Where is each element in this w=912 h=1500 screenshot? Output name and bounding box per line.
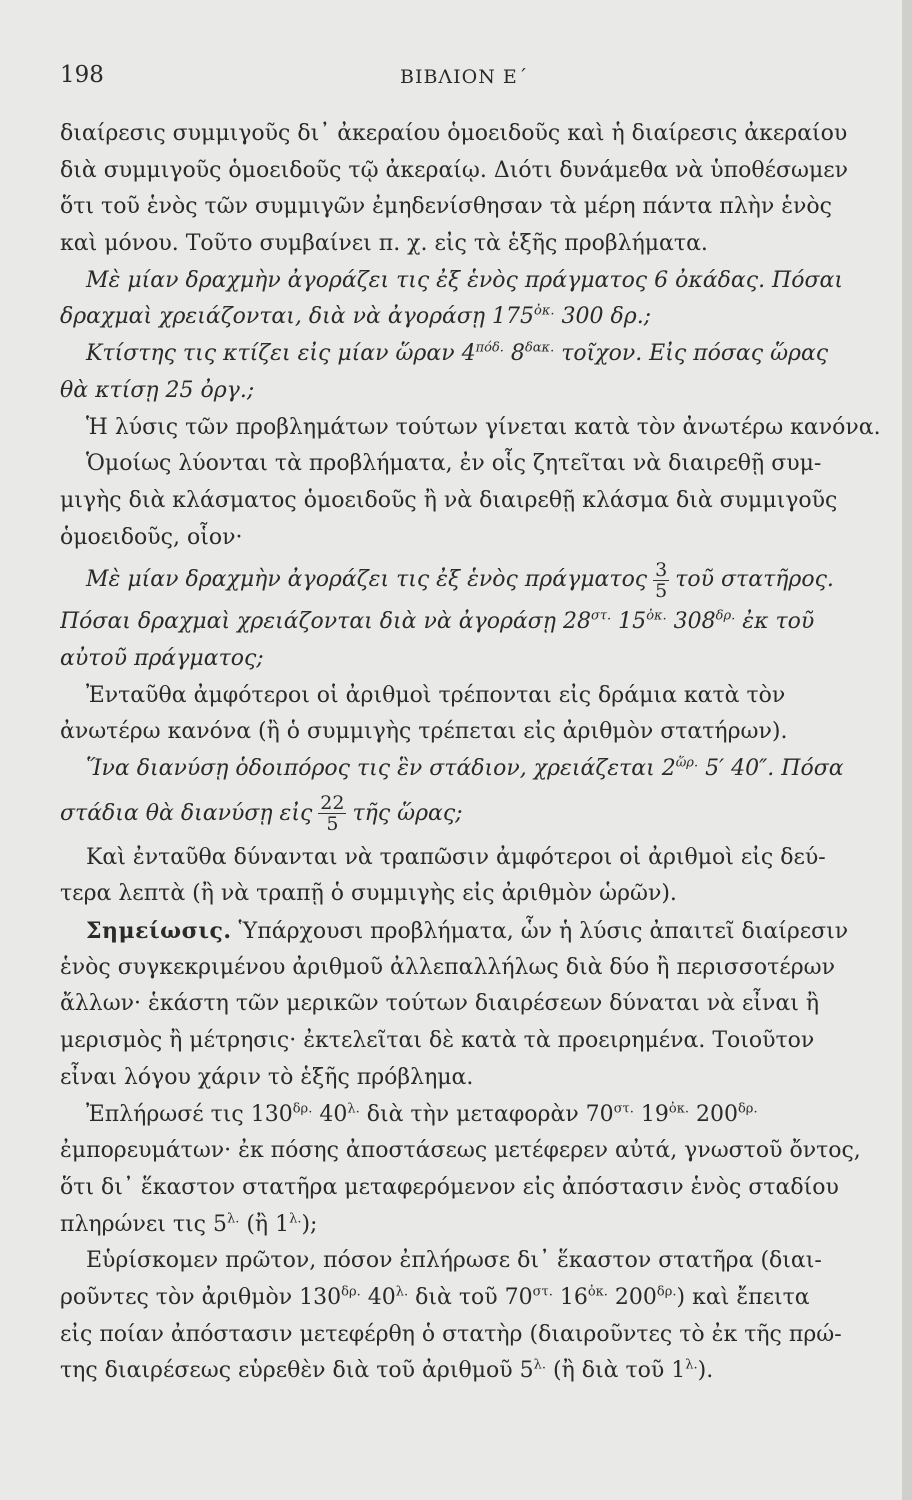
text-line: ὅτι τοῦ ἑνὸς τῶν συμμιγῶν ἐμηδενίσθησαν τὰ μέρη πάντα πλὴν ἑνὸς [60,194,832,220]
problem-line: Ἵνα διανύσῃ ὁδοιπόρος τις ἓν στάδιον, χρειάζεται $2^{ὥ\rho.}$ 5′ 40″. Πόσα [86,755,844,781]
problem-line: αὐτοῦ πράγματος; [60,645,264,671]
text-line: Ἡ λύσις τῶν προβλημάτων τούτων γίνεται κατὰ τὸν ἀνωτέρω κανόνα. [86,414,881,440]
text-line: καὶ μόνου. Τοῦτο συμβαίνει π. χ. εἰς τὰ ἑξῆς προβλήματα. [60,231,708,257]
text-line: Ἐπλήρωσέ τις $130^{\delta\rho.}$ $40^{\lambda.}$ διὰ τὴν μεταφορὰν $70^{\sigma\tau.}$ $19^{ὀ\kappa.}$ $200^{\delta\rho.}$ [86,1101,758,1127]
text-line: τερα λεπτὰ (ἢ νὰ τραπῇ ὁ συμμιγὴς εἰς ἀριθμὸν ὡρῶν). [60,881,677,907]
problem-line: θὰ κτίσῃ 25 ὀργ.; [60,377,255,403]
text-line: ροῦντες τὸν ἀριθμὸν $130^{\delta\rho.}$ $40^{\lambda.}$ διὰ τοῦ $70^{\sigma\tau.}$ $16^{ὀ\kappa.}$ $200^{\delta\rho.}$) καὶ ἔπειτα [60,1284,810,1310]
text-line: ἑνὸς συγκεκριμένου ἀριθμοῦ ἀλλεπαλλήλως διὰ δύο ἢ περισσοτέρων [60,954,835,980]
fraction: $\frac{3}{5}$ [655,558,668,602]
text-line: ἐμπορευμάτων· ἐκ πόσης ἀποστάσεως μετέφερεν αὐτά, γνωστοῦ ὄντος, [60,1138,861,1164]
page-header [60,62,890,92]
text-line: πληρώνει τις $5^{\lambda.}$ (ἢ $1^{\lambda.}$); [60,1211,318,1237]
text-line: διαίρεσις συμμιγοῦς δι᾽ ἀκεραίου ὁμοειδοῦς καὶ ἡ διαίρεσις ἀκεραίου [60,121,848,146]
text-line: ὁμοειδοῦς, οἷον· [60,524,243,550]
page-number: 198 [60,62,104,88]
note-line: Σημείωσις. Ὑπάρχουσι προβλήματα, ὧν ἡ λύσις ἀπαιτεῖ διαίρεσιν [86,918,849,945]
text-line: ὅτι δι᾽ ἕκαστον στατῆρα μεταφερόμενον εἰς ἀπόστασιν ἑνὸς σταδίου [60,1174,839,1200]
note-label: Σημείωσις. [86,918,232,945]
problem-line: στάδια θὰ διανύσῃ εἰς $\frac{22}{5}$ τῆς ὥρας; [60,792,463,836]
text-line: διὰ συμμιγοῦς ὁμοειδοῦς τῷ ἀκεραίῳ. Διότι δυνάμεθα νὰ ὑποθέσωμεν [60,157,849,183]
text-line: της διαιρέσεως εὑρεθὲν διὰ τοῦ ἀριθμοῦ $5^{\lambda.}$ (ἢ διὰ τοῦ $1^{\lambda.}$). [60,1357,714,1384]
text-line: ἄλλων· ἑκάστη τῶν μερικῶν τούτων διαιρέσεων δύναται νὰ εἶναι ἢ [60,991,820,1017]
text-line: Εὑρίσκομεν πρῶτον, πόσον ἐπλήρωσε δι᾽ ἕκαστον στατῆρα (διαι- [86,1248,822,1274]
problem-line: δραχμαὶ χρειάζονται, διὰ νὰ ἀγοράσῃ $175^{ὀ\kappa.}$ 300 δρ.; [60,304,652,330]
body-text [60,116,905,1390]
text-line: Ὁμοίως λύονται τὰ προβλήματα, ἐν οἷς ζητεῖται νὰ διαιρεθῇ συμ- [86,451,822,477]
running-head: ΒΙΒΛΙΟΝ Ε΄ [400,66,529,88]
problem-line: Πόσαι δραχμαὶ χρειάζονται διὰ νὰ ἀγοράσῃ $28^{\sigma\tau.}$ $15^{ὀ\kappa.}$ $308^{\delta\rho.}$ ἐκ τοῦ [60,608,815,635]
text-line: μερισμὸς ἢ μέτρησις· ἐκτελεῖται δὲ κατὰ τὰ προειρημένα. Τοιοῦτον [60,1028,815,1054]
problem-line: Μὲ μίαν δραχμὴν ἀγοράζει τις ἐξ ἑνὸς πράγματος 6 ὀκάδας. Πόσαι [86,267,843,293]
text-line: εἰς ποίαν ἀπόστασιν μετεφέρθη ὁ στατὴρ (διαιροῦντες τὸ ἐκ τῆς πρώ- [60,1321,842,1347]
text-line: Ἐνταῦθα ἀμφότεροι οἱ ἀριθμοὶ τρέπονται εἰς δράμια κατὰ τὸν [86,682,786,708]
fraction: $\frac{22}{5}$ [320,792,345,836]
problem-line: Μὲ μίαν δραχμὴν ἀγοράζει τις ἐξ ἑνὸς πράγματος $\frac{3}{5}$ τοῦ στατῆρος. [86,558,834,602]
text-line: εἶναι λόγου χάριν τὸ ἑξῆς πρόβλημα. [60,1064,474,1090]
text-line: ἀνωτέρω κανόνα (ἢ ὁ συμμιγὴς τρέπεται εἰς ἀριθμὸν στατήρων). [60,719,788,745]
text-line: μιγὴς διὰ κλάσματος ὁμοειδοῦς ἢ νὰ διαιρεθῇ κλάσμα διὰ συμμιγοῦς [60,487,838,513]
problem-line: Κτίστης τις κτίζει εἰς μίαν ὥραν $4^{\pi ό\delta.}$ $8^{\delta\alpha\kappa.}$ τοῖχον. Εἰς πόσας ὥρας [86,340,829,367]
text-line: Καὶ ἐνταῦθα δύνανται νὰ τραπῶσιν ἀμφότεροι οἱ ἀριθμοὶ εἰς δεύ- [86,844,826,870]
